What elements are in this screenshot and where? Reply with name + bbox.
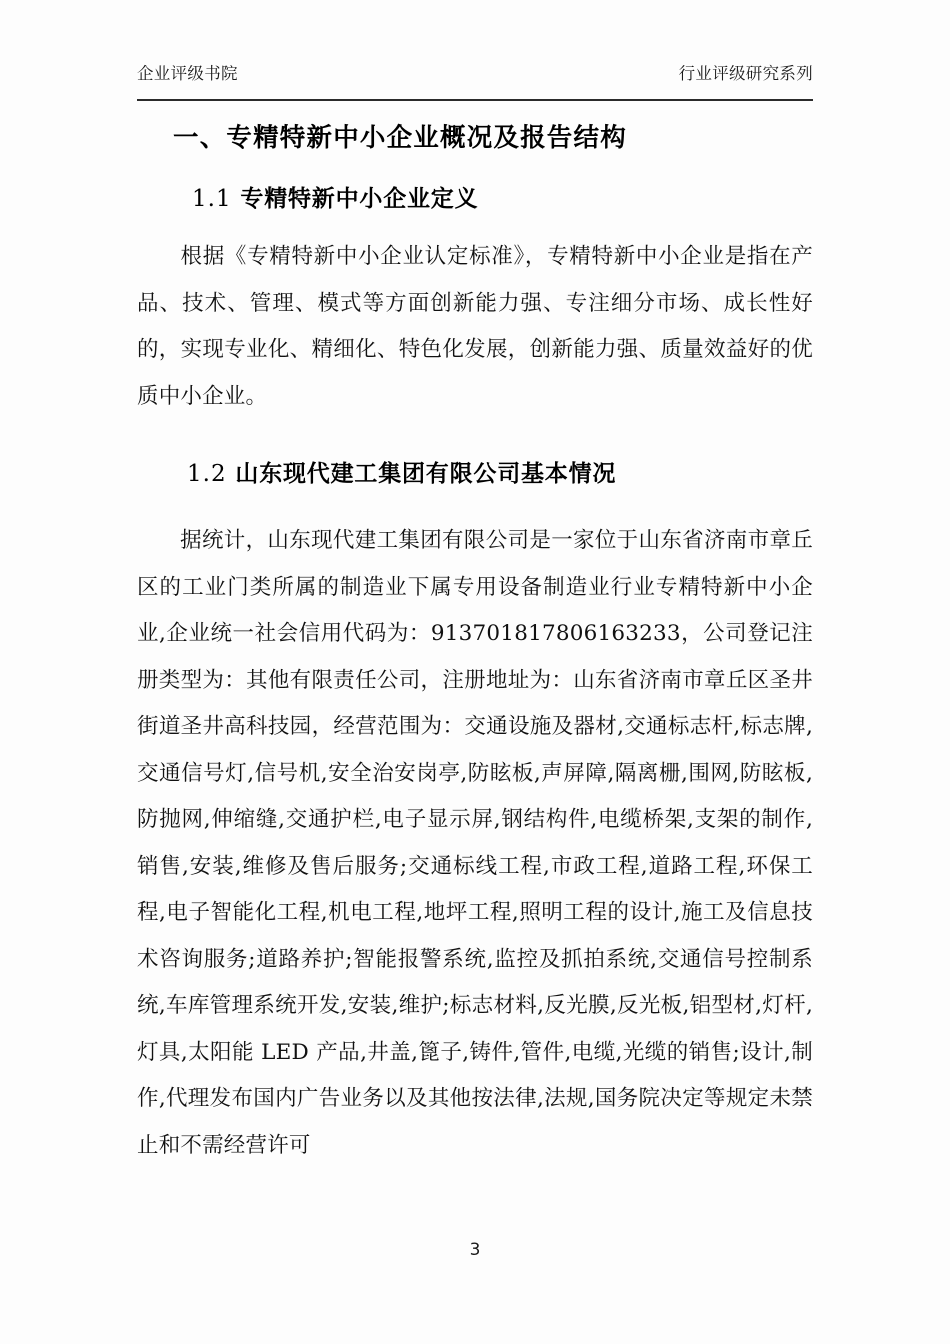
running-header (137, 64, 813, 101)
header-left-label: 企业评级书院 (137, 64, 238, 83)
section-heading-1: 一、专精特新中小企业概况及报告结构 (173, 123, 627, 153)
paragraph-company-profile (137, 518, 813, 1169)
paragraph-definition-text: 根据《专精特新中小企业认定标准》，专精特新中小企业是指在产品、技术、管理、模式等方面创新能力强、专注细分市场、成长性好的，实现专业化、精细化、特色化发展，创新能力强、质量效益好的优质中小企业。 (137, 244, 813, 409)
paragraph-company-profile-text: 据统计，山东现代建工集团有限公司是一家位于山东省济南市章丘区的工业门类所属的制造业下属专用设备制造业行业专精特新中小企业,企业统一社会信用代码为：913701817806163233，公司登记注册类型为：其他有限责任公司，注册地址为：山东省济南市章丘区圣井街道圣井高科技园，经营范围为：交通设施及器材,交通标志杆,标志牌,交通信号灯,信号机,安全治安岗亭,防眩板,声屏障,隔离栅,围网,防眩板,防抛网,伸缩缝,交通护栏,电子显示屏,钢结构件,电缆桥架,支架的制作,销售,安装,维修及售后服务;交通标线工程,市政工程,道路工程,环保工程,电子智能化工程,机电工程,地坪工程,照明工程的设计,施工及信息技术咨询服务;道路养护;智能报警系统,监控及抓拍系统,交通信号控制系统,车库管理系统开发,安装,维护;标志材料,反光膜,反光板,铝型材,灯杆,灯具,太阳能 LED 产品,井盖,篦子,铸件,管件,电缆,光缆的销售;设计,制作,代理发布国内广告业务以及其他按法律,法规,国务院决定等规定未禁止和不需经营许可 (137, 528, 813, 1158)
subsection-number-1-2: 1.2 (187, 461, 227, 487)
subsection-title-1-1: 专精特新中小企业定义 (240, 186, 479, 212)
subsection-heading-1-1 (192, 180, 478, 213)
page-number: 3 (469, 1240, 481, 1260)
subsection-number-1-1: 1.1 (192, 186, 232, 212)
paragraph-definition (137, 234, 813, 420)
subsection-heading-1-2 (187, 455, 616, 488)
header-right-label: 行业评级研究系列 (678, 64, 813, 83)
subsection-title-1-2: 山东现代建工集团有限公司基本情况 (235, 461, 617, 487)
